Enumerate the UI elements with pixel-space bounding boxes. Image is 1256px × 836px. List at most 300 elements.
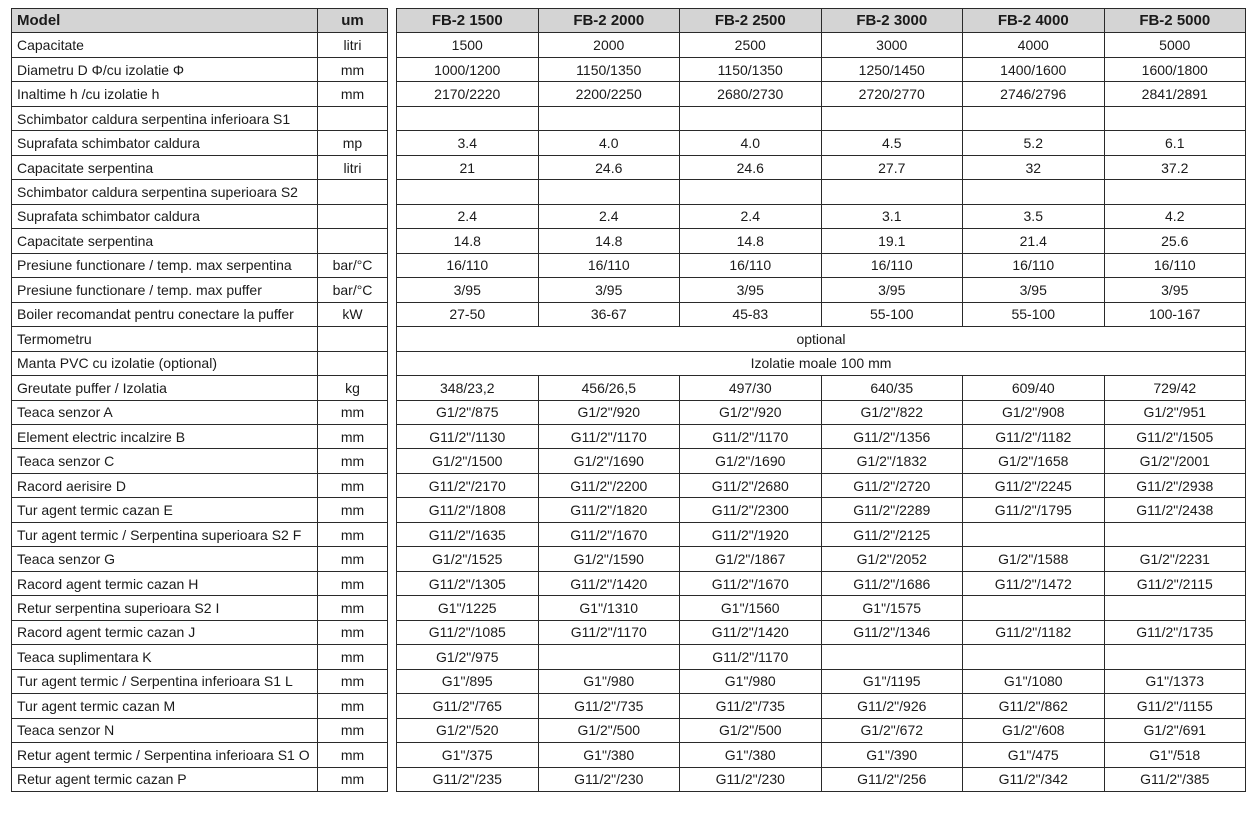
- value-cell: G1"/1225: [397, 596, 539, 620]
- value-cell: 37.2: [1104, 155, 1246, 179]
- unit-cell: [318, 106, 388, 130]
- parameter-label: Tur agent termic cazan M: [12, 694, 318, 718]
- value-cell: G1"/475: [963, 743, 1105, 767]
- value-cell: G11/2"/1505: [1104, 424, 1246, 448]
- parameter-label: Teaca suplimentara K: [12, 645, 318, 669]
- table-row: [12, 400, 388, 424]
- unit-cell: mm: [318, 400, 388, 424]
- table-row: [12, 449, 388, 473]
- value-cell: [397, 106, 539, 130]
- value-cell: G1/2"/1590: [538, 547, 680, 571]
- table-row: [397, 278, 1246, 302]
- table-row: [397, 596, 1246, 620]
- table-row: [397, 767, 1246, 791]
- unit-cell: mm: [318, 473, 388, 497]
- unit-cell: bar/°C: [318, 278, 388, 302]
- value-cell: 2.4: [397, 204, 539, 228]
- table-row: [397, 302, 1246, 326]
- value-cell: G1/2"/500: [538, 718, 680, 742]
- value-cell: 25.6: [1104, 229, 1246, 253]
- table-row: [12, 547, 388, 571]
- unit-cell: litri: [318, 33, 388, 57]
- value-cell: 100-167: [1104, 302, 1246, 326]
- table-row: [397, 571, 1246, 595]
- header-model-name: FB-2 4000: [963, 9, 1105, 33]
- header-um: um: [318, 9, 388, 33]
- parameter-label: Tur agent termic / Serpentina superioara S2 F: [12, 522, 318, 546]
- table-row: [12, 204, 388, 228]
- value-cell: G11/2"/1170: [538, 620, 680, 644]
- unit-cell: bar/°C: [318, 253, 388, 277]
- value-cell: 3000: [821, 33, 963, 57]
- value-cell: 4.2: [1104, 204, 1246, 228]
- value-cell: G11/2"/2438: [1104, 498, 1246, 522]
- value-cell: G11/2"/2680: [680, 473, 822, 497]
- value-cell: G1/2"/608: [963, 718, 1105, 742]
- table-row: [397, 473, 1246, 497]
- table-row: [12, 669, 388, 693]
- parameter-label: Suprafata schimbator caldura: [12, 131, 318, 155]
- parameter-label: Teaca senzor G: [12, 547, 318, 571]
- value-cell: [821, 645, 963, 669]
- parameter-table: [11, 8, 388, 792]
- value-cell: G11/2"/765: [397, 694, 539, 718]
- value-cell: G11/2"/1356: [821, 424, 963, 448]
- table-row: [397, 253, 1246, 277]
- parameter-label: Schimbator caldura serpentina inferioara S1: [12, 106, 318, 130]
- merged-value-cell: Izolatie moale 100 mm: [397, 351, 1246, 375]
- value-cell: [821, 180, 963, 204]
- value-cell: 1250/1450: [821, 57, 963, 81]
- unit-cell: [318, 351, 388, 375]
- value-cell: G11/2"/1170: [680, 424, 822, 448]
- table-row: [397, 498, 1246, 522]
- value-cell: G1/2"/2001: [1104, 449, 1246, 473]
- value-cell: 729/42: [1104, 376, 1246, 400]
- value-cell: G11/2"/1346: [821, 620, 963, 644]
- value-cell: 3/95: [821, 278, 963, 302]
- table-row: [12, 571, 388, 595]
- value-cell: 1000/1200: [397, 57, 539, 81]
- value-cell: 1500: [397, 33, 539, 57]
- table-row: [12, 229, 388, 253]
- unit-cell: mm: [318, 669, 388, 693]
- value-cell: G1/2"/875: [397, 400, 539, 424]
- table-row: [12, 718, 388, 742]
- value-cell: [538, 106, 680, 130]
- value-cell: G1"/1373: [1104, 669, 1246, 693]
- value-cell: 21: [397, 155, 539, 179]
- value-cell: [963, 522, 1105, 546]
- value-cell: G11/2"/235: [397, 767, 539, 791]
- value-cell: [1104, 106, 1246, 130]
- value-cell: [1104, 522, 1246, 546]
- value-cell: G1"/380: [680, 743, 822, 767]
- value-cell: 3/95: [538, 278, 680, 302]
- unit-cell: mm: [318, 596, 388, 620]
- value-cell: G1/2"/2231: [1104, 547, 1246, 571]
- unit-cell: mm: [318, 424, 388, 448]
- table-row: [12, 33, 388, 57]
- value-cell: G1/2"/1658: [963, 449, 1105, 473]
- unit-cell: mm: [318, 620, 388, 644]
- table-row: [12, 327, 388, 351]
- value-cell: [680, 106, 822, 130]
- value-cell: 2680/2730: [680, 82, 822, 106]
- value-cell: [397, 180, 539, 204]
- value-cell: G1/2"/920: [538, 400, 680, 424]
- value-cell: 24.6: [680, 155, 822, 179]
- table-row: [397, 620, 1246, 644]
- value-cell: [538, 180, 680, 204]
- unit-cell: mm: [318, 743, 388, 767]
- value-cell: G1/2"/691: [1104, 718, 1246, 742]
- table-row: [12, 57, 388, 81]
- value-cell: G11/2"/926: [821, 694, 963, 718]
- table-row: [12, 498, 388, 522]
- unit-cell: mm: [318, 694, 388, 718]
- value-cell: G1"/1575: [821, 596, 963, 620]
- table-row: [397, 82, 1246, 106]
- value-cell: 27-50: [397, 302, 539, 326]
- value-cell: G11/2"/1420: [680, 620, 822, 644]
- table-row: [12, 424, 388, 448]
- unit-cell: mm: [318, 522, 388, 546]
- table-row: [12, 253, 388, 277]
- value-cell: G1"/895: [397, 669, 539, 693]
- parameter-label: Capacitate serpentina: [12, 155, 318, 179]
- value-cell: 16/110: [821, 253, 963, 277]
- value-cell: G11/2"/2300: [680, 498, 822, 522]
- value-cell: 6.1: [1104, 131, 1246, 155]
- value-cell: G11/2"/1795: [963, 498, 1105, 522]
- table-row: [397, 718, 1246, 742]
- value-cell: G11/2"/2938: [1104, 473, 1246, 497]
- value-cell: G11/2"/735: [680, 694, 822, 718]
- merged-value-cell: optional: [397, 327, 1246, 351]
- value-cell: [963, 106, 1105, 130]
- value-cell: 2000: [538, 33, 680, 57]
- header-row: [397, 9, 1246, 33]
- value-cell: G11/2"/2720: [821, 473, 963, 497]
- value-cell: G11/2"/1735: [1104, 620, 1246, 644]
- header-model-name: FB-2 3000: [821, 9, 963, 33]
- value-cell: G11/2"/342: [963, 767, 1105, 791]
- parameter-label: Diametru D Φ/cu izolatie Φ: [12, 57, 318, 81]
- value-cell: G1"/375: [397, 743, 539, 767]
- value-cell: 27.7: [821, 155, 963, 179]
- parameter-label: Racord agent termic cazan H: [12, 571, 318, 595]
- unit-cell: mm: [318, 571, 388, 595]
- value-cell: G1/2"/1832: [821, 449, 963, 473]
- value-cell: G11/2"/2115: [1104, 571, 1246, 595]
- value-cell: G1/2"/1588: [963, 547, 1105, 571]
- unit-cell: mm: [318, 547, 388, 571]
- value-cell: G11/2"/256: [821, 767, 963, 791]
- table-row: [12, 155, 388, 179]
- value-cell: 16/110: [963, 253, 1105, 277]
- value-cell: 16/110: [1104, 253, 1246, 277]
- unit-cell: mm: [318, 767, 388, 791]
- parameter-label: Racord agent termic cazan J: [12, 620, 318, 644]
- value-cell: G11/2"/2245: [963, 473, 1105, 497]
- value-cell: G11/2"/385: [1104, 767, 1246, 791]
- table-row: [397, 33, 1246, 57]
- value-cell: G11/2"/1305: [397, 571, 539, 595]
- unit-cell: mm: [318, 82, 388, 106]
- value-cell: G11/2"/1182: [963, 620, 1105, 644]
- value-cell: G11/2"/1808: [397, 498, 539, 522]
- table-row: [12, 620, 388, 644]
- table-row: [12, 376, 388, 400]
- value-cell: 3/95: [1104, 278, 1246, 302]
- value-cell: 3/95: [397, 278, 539, 302]
- value-cell: G11/2"/735: [538, 694, 680, 718]
- table-row: [12, 473, 388, 497]
- value-cell: G1"/390: [821, 743, 963, 767]
- value-cell: 2746/2796: [963, 82, 1105, 106]
- parameter-label: Capacitate: [12, 33, 318, 57]
- table-row: [397, 547, 1246, 571]
- value-cell: G11/2"/1820: [538, 498, 680, 522]
- table-row: [397, 57, 1246, 81]
- parameter-label: Racord aerisire D: [12, 473, 318, 497]
- value-cell: G11/2"/1472: [963, 571, 1105, 595]
- value-cell: 21.4: [963, 229, 1105, 253]
- value-cell: G11/2"/1686: [821, 571, 963, 595]
- unit-cell: [318, 327, 388, 351]
- parameter-label: Teaca senzor C: [12, 449, 318, 473]
- value-cell: 4000: [963, 33, 1105, 57]
- value-cell: G11/2"/1170: [680, 645, 822, 669]
- value-cell: G11/2"/2200: [538, 473, 680, 497]
- value-cell: [963, 596, 1105, 620]
- table-row: [12, 180, 388, 204]
- value-cell: G11/2"/1420: [538, 571, 680, 595]
- value-cell: 1400/1600: [963, 57, 1105, 81]
- value-cell: G11/2"/230: [538, 767, 680, 791]
- header-model-name: FB-2 2500: [680, 9, 822, 33]
- table-row: [397, 204, 1246, 228]
- value-cell: 14.8: [397, 229, 539, 253]
- value-cell: 2.4: [680, 204, 822, 228]
- value-cell: G11/2"/230: [680, 767, 822, 791]
- value-cell: 55-100: [821, 302, 963, 326]
- unit-cell: mm: [318, 718, 388, 742]
- parameter-label: Suprafata schimbator caldura: [12, 204, 318, 228]
- value-cell: G11/2"/2170: [397, 473, 539, 497]
- value-cell: G1/2"/500: [680, 718, 822, 742]
- table-row: [12, 767, 388, 791]
- unit-cell: kg: [318, 376, 388, 400]
- table-row: [397, 155, 1246, 179]
- parameter-label: Schimbator caldura serpentina superioara S2: [12, 180, 318, 204]
- value-cell: [821, 106, 963, 130]
- unit-cell: mm: [318, 645, 388, 669]
- value-cell: G1/2"/908: [963, 400, 1105, 424]
- parameter-label: Retur agent termic / Serpentina inferioara S1 O: [12, 743, 318, 767]
- value-cell: G11/2"/1182: [963, 424, 1105, 448]
- unit-cell: mm: [318, 57, 388, 81]
- header-model-name: FB-2 2000: [538, 9, 680, 33]
- header-model-name: FB-2 1500: [397, 9, 539, 33]
- header-row: [12, 9, 388, 33]
- table-row: [397, 424, 1246, 448]
- value-cell: 2500: [680, 33, 822, 57]
- value-cell: 45-83: [680, 302, 822, 326]
- table-row: [12, 82, 388, 106]
- table-row: [397, 229, 1246, 253]
- value-cell: G1/2"/2052: [821, 547, 963, 571]
- value-cell: 3.4: [397, 131, 539, 155]
- value-cell: 14.8: [680, 229, 822, 253]
- table-row: [397, 449, 1246, 473]
- value-cell: 16/110: [397, 253, 539, 277]
- value-cell: G1/2"/1525: [397, 547, 539, 571]
- value-cell: 14.8: [538, 229, 680, 253]
- value-cell: 36-67: [538, 302, 680, 326]
- value-cell: G11/2"/1085: [397, 620, 539, 644]
- value-cell: 2200/2250: [538, 82, 680, 106]
- value-cell: 3.5: [963, 204, 1105, 228]
- value-cell: 1150/1350: [680, 57, 822, 81]
- value-cell: 4.0: [538, 131, 680, 155]
- value-cell: G1/2"/1690: [680, 449, 822, 473]
- table-row: [397, 400, 1246, 424]
- value-cell: 55-100: [963, 302, 1105, 326]
- value-cell: 19.1: [821, 229, 963, 253]
- value-cell: [1104, 596, 1246, 620]
- value-cell: [680, 180, 822, 204]
- value-cell: 1600/1800: [1104, 57, 1246, 81]
- value-cell: G11/2"/1670: [680, 571, 822, 595]
- value-cell: G11/2"/1155: [1104, 694, 1246, 718]
- parameter-label: Retur agent termic cazan P: [12, 767, 318, 791]
- value-cell: G11/2"/1130: [397, 424, 539, 448]
- value-cell: G1/2"/920: [680, 400, 822, 424]
- table-row: [12, 278, 388, 302]
- value-cell: G1/2"/672: [821, 718, 963, 742]
- value-cell: 4.5: [821, 131, 963, 155]
- parameter-label: Termometru: [12, 327, 318, 351]
- parameter-label: Teaca senzor N: [12, 718, 318, 742]
- value-cell: [1104, 645, 1246, 669]
- parameter-label: Greutate puffer / Izolatia: [12, 376, 318, 400]
- table-row: [12, 351, 388, 375]
- value-cell: G1"/980: [680, 669, 822, 693]
- table-row: [397, 669, 1246, 693]
- value-cell: 2720/2770: [821, 82, 963, 106]
- value-cell: [963, 645, 1105, 669]
- value-cell: [538, 645, 680, 669]
- value-cell: 348/23,2: [397, 376, 539, 400]
- table-row: [397, 351, 1246, 375]
- parameter-label: Retur serpentina superioara S2 I: [12, 596, 318, 620]
- value-cell: 640/35: [821, 376, 963, 400]
- value-cell: G1/2"/1867: [680, 547, 822, 571]
- table-row: [12, 106, 388, 130]
- value-cell: G11/2"/862: [963, 694, 1105, 718]
- value-cell: G1"/1560: [680, 596, 822, 620]
- value-cell: 1150/1350: [538, 57, 680, 81]
- value-cell: [1104, 180, 1246, 204]
- value-cell: G1/2"/975: [397, 645, 539, 669]
- parameter-label: Inaltime h /cu izolatie h: [12, 82, 318, 106]
- unit-cell: mm: [318, 498, 388, 522]
- value-cell: 2841/2891: [1104, 82, 1246, 106]
- table-row: [397, 131, 1246, 155]
- table-row: [12, 302, 388, 326]
- table-row: [12, 694, 388, 718]
- table-row: [397, 645, 1246, 669]
- unit-cell: [318, 180, 388, 204]
- parameter-label: Teaca senzor A: [12, 400, 318, 424]
- value-cell: G11/2"/1635: [397, 522, 539, 546]
- value-cell: G1/2"/951: [1104, 400, 1246, 424]
- value-cell: 3/95: [680, 278, 822, 302]
- value-cell: 2170/2220: [397, 82, 539, 106]
- value-cell: G11/2"/2289: [821, 498, 963, 522]
- value-cell: 4.0: [680, 131, 822, 155]
- parameter-label: Tur agent termic / Serpentina inferioara S1 L: [12, 669, 318, 693]
- unit-cell: mm: [318, 449, 388, 473]
- value-cell: G1/2"/822: [821, 400, 963, 424]
- unit-cell: [318, 229, 388, 253]
- value-cell: G1"/518: [1104, 743, 1246, 767]
- parameter-label: Manta PVC cu izolatie (optional): [12, 351, 318, 375]
- table-row: [12, 743, 388, 767]
- value-cell: 16/110: [680, 253, 822, 277]
- value-cell: G11/2"/1920: [680, 522, 822, 546]
- table-row: [397, 327, 1246, 351]
- value-cell: 3.1: [821, 204, 963, 228]
- unit-cell: litri: [318, 155, 388, 179]
- unit-cell: [318, 204, 388, 228]
- value-cell: G1/2"/520: [397, 718, 539, 742]
- value-cell: G1/2"/1500: [397, 449, 539, 473]
- table-row: [397, 376, 1246, 400]
- value-cell: G11/2"/2125: [821, 522, 963, 546]
- parameter-label: Boiler recomandat pentru conectare la puffer: [12, 302, 318, 326]
- value-cell: G1/2"/1690: [538, 449, 680, 473]
- table-row: [12, 522, 388, 546]
- value-cell: 16/110: [538, 253, 680, 277]
- value-cell: G1"/1310: [538, 596, 680, 620]
- table-row: [397, 522, 1246, 546]
- unit-cell: kW: [318, 302, 388, 326]
- value-cell: G1"/1195: [821, 669, 963, 693]
- value-cell: G1"/980: [538, 669, 680, 693]
- value-cell: G11/2"/1170: [538, 424, 680, 448]
- value-cell: 2.4: [538, 204, 680, 228]
- value-cell: 32: [963, 155, 1105, 179]
- table-row: [12, 645, 388, 669]
- table-row: [397, 743, 1246, 767]
- table-row: [397, 180, 1246, 204]
- table-row: [12, 131, 388, 155]
- parameter-label: Tur agent termic cazan E: [12, 498, 318, 522]
- value-cell: 609/40: [963, 376, 1105, 400]
- value-cell: G1"/380: [538, 743, 680, 767]
- unit-cell: mp: [318, 131, 388, 155]
- value-cell: 456/26,5: [538, 376, 680, 400]
- table-row: [397, 106, 1246, 130]
- parameter-label: Capacitate serpentina: [12, 229, 318, 253]
- header-model-name: FB-2 5000: [1104, 9, 1246, 33]
- value-cell: G1"/1080: [963, 669, 1105, 693]
- parameter-label: Element electric incalzire B: [12, 424, 318, 448]
- header-model: Model: [12, 9, 318, 33]
